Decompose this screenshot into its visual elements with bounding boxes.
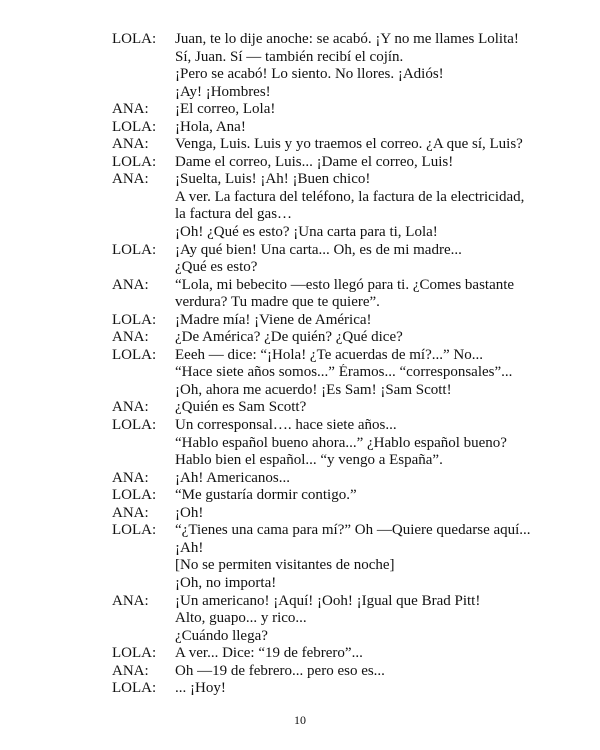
- speaker-label: ANA:: [112, 592, 149, 609]
- speaker-label: ANA:: [112, 504, 149, 521]
- dialogue-line: [112, 557, 592, 575]
- speaker-label: LOLA:: [112, 241, 157, 258]
- dialogue-line: [112, 224, 592, 242]
- dialogue-text: ... ¡Hoy!: [175, 680, 226, 697]
- dialogue-text: Alto, guapo... y rico...: [175, 610, 307, 627]
- dialogue-text: Un corresponsal…. hace siete años...: [175, 417, 397, 434]
- dialogue-text: ¿De América? ¿De quién? ¿Qué dice?: [175, 329, 403, 346]
- dialogue-text: “Lola, mi bebecito —esto llegó para ti. ¿Comes bastante: [175, 276, 515, 293]
- dialogue-text: A ver... Dice: “19 de febrero”...: [175, 645, 363, 662]
- dialogue-text: Juan, te lo dije anoche: se acabó. ¡Y no me llames Lolita!: [175, 31, 519, 47]
- dialogue-line: [112, 242, 592, 260]
- dialogue-line: [112, 540, 592, 558]
- dialogue-line: [112, 119, 592, 137]
- dialogue-text: ¡Pero se acabó! Lo siento. No llores. ¡Adiós!: [175, 66, 444, 83]
- dialogue-text: A ver. La factura del teléfono, la factura de la electricidad,: [175, 188, 525, 205]
- dialogue-text: “¿Tienes una cama para mí?” Oh —Quiere quedarse aquí...: [175, 522, 531, 539]
- dialogue-line: [112, 101, 592, 119]
- dialogue-line: [112, 189, 592, 207]
- dialogue-text: Oh —19 de febrero... pero eso es...: [175, 662, 385, 679]
- dialogue-text: ¿Quién es Sam Scott?: [175, 399, 307, 416]
- dialogue-line: [112, 31, 592, 49]
- speaker-label: ANA:: [112, 101, 149, 118]
- dialogue-line: [112, 206, 592, 224]
- dialogue-text: Dame el correo, Luis... ¡Dame el correo, Luis!: [175, 153, 454, 170]
- speaker-label: ANA:: [112, 329, 149, 346]
- speaker-label: LOLA:: [112, 118, 157, 135]
- dialogue-text: ¡Oh! ¿Qué es esto? ¡Una carta para ti, Lola!: [175, 224, 438, 241]
- dialogue-text: “Me gustaría dormir contigo.”: [175, 487, 357, 504]
- page-number: 10: [294, 713, 306, 727]
- dialogue-text: “Hace siete años somos...” Éramos... “corresponsales”...: [175, 364, 513, 381]
- dialogue-line: [112, 364, 592, 382]
- dialogue-text: ¡Ay! ¡Hombres!: [175, 83, 271, 100]
- speaker-label: LOLA:: [112, 645, 157, 662]
- dialogue-line: [112, 470, 592, 488]
- dialogue-line: [112, 399, 592, 417]
- dialogue-text: ¡Oh!: [175, 504, 204, 521]
- dialogue-text: verdura? Tu madre que te quiere”.: [175, 294, 380, 311]
- dialogue-text: ¿Cuándo llega?: [175, 627, 268, 644]
- dialogue-line: [112, 312, 592, 330]
- speaker-label: LOLA:: [112, 417, 157, 434]
- speaker-label: ANA:: [112, 276, 149, 293]
- dialogue-text: ¡Oh, ahora me acuerdo! ¡Es Sam! ¡Sam Scott!: [175, 381, 452, 398]
- dialogue-text: ¡Madre mía! ¡Viene de América!: [175, 311, 372, 328]
- dialogue-text: ¡Ah!: [175, 539, 204, 556]
- dialogue-line: [112, 154, 592, 172]
- dialogue-line: [112, 171, 592, 189]
- dialogue-line: [112, 645, 592, 663]
- dialogue-line: [112, 136, 592, 154]
- speaker-label: ANA:: [112, 171, 149, 188]
- dialogue-text: ¡Ah! Americanos...: [175, 469, 290, 486]
- dialogue-line: [112, 347, 592, 365]
- speaker-label: ANA:: [112, 399, 149, 416]
- dialogue-line: [112, 680, 592, 698]
- dialogue-text: ¡Un americano! ¡Aquí! ¡Ooh! ¡Igual que Brad Pitt!: [175, 592, 481, 609]
- dialogue-line: [112, 505, 592, 523]
- dialogue-line: [112, 487, 592, 505]
- dialogue-line: [112, 277, 592, 295]
- dialogue-text: ¡Oh, no importa!: [175, 574, 277, 591]
- dialogue-line: [112, 294, 592, 312]
- dialogue-line: [112, 452, 592, 470]
- dialogue-text: Eeeh — dice: “¡Hola! ¿Te acuerdas de mí?...” No...: [175, 346, 483, 363]
- speaker-label: ANA:: [112, 662, 149, 679]
- speaker-label: LOLA:: [112, 487, 157, 504]
- speaker-label: LOLA:: [112, 680, 157, 697]
- dialogue-line: [112, 593, 592, 611]
- dialogue-text: [No se permiten visitantes de noche]: [175, 557, 395, 574]
- speaker-label: ANA:: [112, 469, 149, 486]
- dialogue-block: [112, 31, 592, 698]
- dialogue-line: [112, 575, 592, 593]
- dialogue-text: ¿Qué es esto?: [175, 259, 258, 276]
- dialogue-line: [112, 66, 592, 84]
- dialogue-text: Hablo bien el español... “y vengo a España”.: [175, 452, 443, 469]
- dialogue-text: ¡Ay qué bien! Una carta... Oh, es de mi madre...: [175, 241, 462, 258]
- speaker-label: LOLA:: [112, 522, 157, 539]
- dialogue-line: [112, 435, 592, 453]
- dialogue-text: Sí, Juan. Sí — también recibí el cojín.: [175, 48, 404, 65]
- dialogue-line: [112, 84, 592, 102]
- dialogue-line: [112, 259, 592, 277]
- speaker-label: LOLA:: [112, 311, 157, 328]
- dialogue-text: la factura del gas…: [175, 206, 293, 223]
- dialogue-line: [112, 329, 592, 347]
- speaker-label: LOLA:: [112, 153, 157, 170]
- dialogue-line: [112, 610, 592, 628]
- speaker-label: ANA:: [112, 136, 149, 153]
- dialogue-text: “Hablo español bueno ahora...” ¿Hablo español bueno?: [175, 434, 507, 451]
- dialogue-line: [112, 417, 592, 435]
- dialogue-line: [112, 522, 592, 540]
- dialogue-text: Venga, Luis. Luis y yo traemos el correo. ¿A que sí, Luis?: [175, 136, 523, 153]
- speaker-label: LOLA:: [112, 31, 157, 47]
- dialogue-line: [112, 49, 592, 67]
- speaker-label: LOLA:: [112, 346, 157, 363]
- dialogue-line: [112, 382, 592, 400]
- dialogue-text: ¡Hola, Ana!: [175, 118, 246, 135]
- dialogue-text: ¡El correo, Lola!: [175, 101, 276, 118]
- dialogue-text: ¡Suelta, Luis! ¡Ah! ¡Buen chico!: [175, 171, 371, 188]
- dialogue-line: [112, 628, 592, 646]
- dialogue-line: [112, 663, 592, 681]
